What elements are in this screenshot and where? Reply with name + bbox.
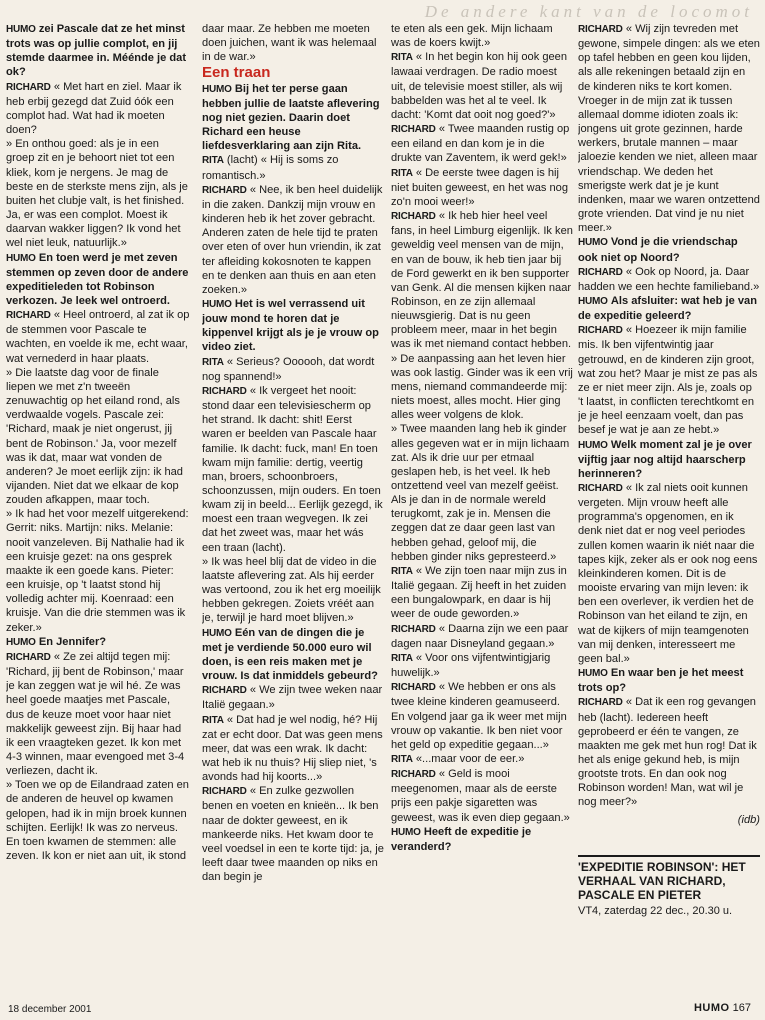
answer-text: « We zijn toen naar mijn zus in Italië gegaan. Zij heeft in het zuiden een bungalowpark, en daar is hij weer de oude geworden.» <box>391 564 567 621</box>
box-divider <box>578 855 760 857</box>
paragraph <box>202 153 385 182</box>
answer-text: (lacht) « Hij is soms zo romantisch.» <box>202 154 339 182</box>
question-text: Heeft de expeditie je veranderd? <box>391 825 532 853</box>
paragraph <box>391 122 573 165</box>
speaker-richard: RICHARD <box>578 697 623 709</box>
signature: (idb) <box>737 813 760 826</box>
speaker-richard: RICHARD <box>391 124 436 136</box>
paragraph <box>202 82 385 154</box>
paragraph <box>202 297 385 355</box>
question-text: En Jennifer? <box>38 635 107 648</box>
answer-text: « Dat ik een rog gevangen heb (lacht). Iedereen heeft geprobeerd er één te vangen, ze maakten me gek met hun rog! Dat ik het als enige gekund heb, is mijn grootste trots. En dan ook nog Robinson worden! Man, wat wil je nog meer?» <box>578 696 757 809</box>
paragraph <box>202 355 385 384</box>
answer-text: daar maar. Ze hebben me moeten doen juichen, want ik was helemaal in de war.» <box>202 23 377 64</box>
paragraph <box>6 778 190 863</box>
question-text: Als afsluiter: wat heb je van de expeditie geleerd? <box>578 294 757 323</box>
paragraph <box>578 438 760 481</box>
paragraph <box>391 651 573 680</box>
answer-text: « Heel ontroerd, al zat ik op de stemmen voor Pascale te wachten, en voelde ik me, echt waar, wat vernederd in haar plaats. <box>6 309 190 365</box>
answer-text: » Ik had het voor mezelf uitgerekend: Gerrit: niks. Martijn: niks. Melanie: nooit vanzeleven. Bij Nathalie had ik een kruisje gezet: na ons gesprek maakte ik een goede kans. Pieter: een kruisje, op 't laatst stond hij volledig achter mij. Koenraad: een kruisje. Van die drie stemmen was ik zeker.» <box>6 508 189 634</box>
speaker-richard: RICHARD <box>202 685 247 697</box>
speaker-rita: RITA <box>202 155 224 167</box>
question-text: Het is wel verrassend uit jouw mond te horen dat je kippenvel krijgt als je je vrouw op video ziet. <box>202 297 379 354</box>
speaker-rita: RITA <box>391 52 413 64</box>
paragraph <box>391 422 573 564</box>
speaker-humo: HUMO <box>6 252 36 264</box>
speaker-humo: HUMO <box>578 668 608 680</box>
question-text: Eén van de dingen die je met je verdiende 50.000 euro wil doen, is een reis maken met je vrouw. Is dat inmiddels gebeurd? <box>202 626 378 683</box>
paragraph <box>6 650 190 778</box>
speaker-richard: RICHARD <box>202 184 247 196</box>
answer-text: « Hoezeer ik mijn familie mis. Ik ben vijfentwintig jaar getrouwd, en de kinderen zijn groot, wat zou het? Maar je mist ze pas als ze er niet meer zijn. Als je, zoals op 't laatst, in conflicten terechtkomt en je je heel eenzaam voelt, dan pas besef je wat je aan ze hebt.» <box>578 324 758 437</box>
paragraph <box>391 22 573 50</box>
question-text: Welk moment zal je je over vijftig jaar nog altijd haarscherp herinneren? <box>578 438 752 480</box>
paragraph <box>6 507 190 634</box>
paragraph <box>202 683 385 712</box>
answer-text: » En onthou goed: als je in een groep zit en je behoort niet tot een kliek, kom je nergens. Je mag de beste en de sterkste mens zijn, als je buiten het clubje valt, is het finished. Ja, er was een complot. Moest ik daarvan wakker liggen? Ik vond het wel niet leuk, natuurlijk.» <box>6 138 188 250</box>
speaker-richard: RICHARD <box>391 623 436 635</box>
paragraph <box>202 626 385 684</box>
paragraph <box>391 680 573 752</box>
paragraph <box>6 22 190 80</box>
answer-text: » Ik was heel blij dat de video in die laatste aflevering zat. Als hij eerder was vertoond, zou ik het erg moeilijk hebben gekregen. Zoiets vréét aan je, terwijl je hard moet blijven.» <box>202 555 381 625</box>
speaker-rita: RITA <box>391 167 413 179</box>
answer-text: « De eerste twee dagen is hij niet buiten geweest, en het was nog zo'n mooi weer!» <box>391 166 569 208</box>
paragraph <box>578 265 760 294</box>
speaker-humo: HUMO <box>578 295 608 307</box>
answer-text: « En zulke gezwollen benen en voeten en knieën... Ik ben naar de dokter geweest, en ik mankeerde niks. Het kwam door te veel voedsel in een te korte tijd: ja, je leeft daar twee maanden op niks en dan begin je <box>202 785 384 884</box>
speaker-humo: HUMO <box>202 298 232 310</box>
paragraph <box>6 308 190 366</box>
answer-text: « Serieus? Oooooh, dat wordt nog spannend!» <box>202 355 375 383</box>
answer-text: « Geld is mooi meegenomen, maar als de eerste prijs een pakje sigaretten was geweest, was ik even diep gegaan.» <box>391 768 570 824</box>
speaker-richard: RICHARD <box>578 24 623 35</box>
paragraph <box>391 622 573 651</box>
speaker-humo: HUMO <box>578 439 608 451</box>
answer-text: « Ook op Noord, ja. Daar hadden we een hechte familieband.» <box>578 265 760 293</box>
speaker-richard: RICHARD <box>578 483 623 494</box>
speaker-richard: RICHARD <box>6 651 51 663</box>
answer-text: « Ik vergeet het nooit: stond daar een televisiescherm op het strand. Ik dacht: shit! Eerst waren er beelden van Pascale haar familie. Ik dacht: fuck, man! En toen kwam mijn familie: dertig, veertig man, broers, schoonbroers, schoonzussen, mijn ouders. En toen kwam zij in beeld... Eerlijk gezegd, ik moest een traan wegvegen. Ik zei dat het zweet was, maar het wás een traan (lacht). <box>202 384 383 554</box>
speaker-richard: RICHARD <box>202 385 247 397</box>
masthead <box>0 0 765 24</box>
speaker-humo: HUMO <box>391 826 421 838</box>
paragraph <box>6 137 190 250</box>
column-4 <box>578 22 760 982</box>
paragraph <box>578 695 760 809</box>
answer-text: « Ik heb hier heel veel fans, in heel Limburg eigenlijk. Ik ken geweldig veel mensen van de mijn, en van de bouw, ik heb tien jaar bij de Ford gewerkt en ik ben supporter van Genk. Al die mensen kijken naar Robinson, en ze zijn allemaal nieuwsgierig. Dat is nu geen probleem meer, maar in het begin was ik met niemand contact hebben. <box>391 210 573 351</box>
paragraph <box>6 251 190 309</box>
answer-text: « Twee maanden rustig op een eiland en dan kom je in die drukte van Zaventem, ik werd gek!» <box>391 123 570 165</box>
speaker-rita: RITA <box>391 652 413 664</box>
speaker-richard: RICHARD <box>391 211 436 223</box>
box-subtitle: VT4, zaterdag 22 dec., 20.30 u. <box>578 904 733 917</box>
speaker-humo: HUMO <box>202 627 232 639</box>
paragraph <box>391 209 573 352</box>
speaker-humo: HUMO <box>6 24 36 35</box>
answer-text: « Nee, ik ben heel duidelijk in die zaken. Dankzij mijn vrouw en kinderen heb ik het zover gebracht. Anderen zaten de hele tijd te praten over eten of over hun vriendin, ik zat ter afleiding kokosnoten te kappen en te denken aan thuis en aan eten zoeken.» <box>202 183 383 296</box>
question-text: En toen werd je met zeven stemmen op zeven door de andere expeditieleden tot Robinson verkozen. Je leek wel ontroerd. <box>6 251 189 307</box>
answer-text: «...maar voor de eer.» <box>415 752 525 765</box>
speaker-humo: HUMO <box>578 237 608 249</box>
answer-text: « Wij zijn tevreden met gewone, simpele dingen: als we eten op tafel hebben en geen kou lijden, als alle rekeningen betaald zijn en de kinderen niks te kort komen. Vroeger in de mijn zat ik tussen allemaal domme idioten zoals ik: jongens uit grote gezinnen, harde werkers, brutale mannen – maar jaloezie kenden we niet, alleen maar vriendschap. We deden het smerigste werk dat je je kunt indenken, maar we waren ontzettend grote vrienden. Dat vind je nu niet meer.» <box>578 23 760 235</box>
speaker-richard: RICHARD <box>6 310 51 322</box>
answer-text: » Twee maanden lang heb ik ginder alles gegeven wat er in mijn lichaam zat. Als ik drie uur per etmaal geslapen heb, is het veel. Ik heb ontzettend veel van mezelf geëist. Als je dan in de normale wereld terugkomt, zak je in. Mensen die zeggen dat ze daar geen last van hebben gehad, geloof mij, die hebben ginder niks gepresteerd.» <box>391 423 570 563</box>
paragraph <box>578 294 760 323</box>
paragraph <box>578 666 760 695</box>
answer-text: « Ze zei altijd tegen mij: 'Richard, jij bent de Robinson,' maar je kan zeggen wat je wil hé. Ze was heel goede maatjes met Pascale, dus de keuze moet voor haar niet makkelijk geweest zijn. Bij haar had ik een vraagteken gezet. Ik kon met 4-3 winnen, maar evengoed met 3-4 verliezen, dacht ik. <box>6 650 185 778</box>
question-text: En waar ben je het meest trots op? <box>578 667 744 695</box>
section-heading: Een traan <box>202 64 271 82</box>
paragraph <box>6 635 190 650</box>
speaker-humo: HUMO <box>6 636 36 648</box>
paragraph <box>578 235 760 264</box>
paragraph <box>202 22 385 64</box>
speaker-richard: RICHARD <box>391 682 436 694</box>
paragraph <box>391 50 573 122</box>
speaker-richard: RICHARD <box>578 325 623 337</box>
answer-text: » Toen we op de Eilandraad zaten en de anderen de heuvel op kwamen gelopen, had ik in mijn broek kunnen schijten. Eerlijk! Ik was zo nerveus. En toen kwamen de stemmen: alle zeven. Ik kon er niet aan uit, ik stond <box>6 779 189 863</box>
answer-text: « Voor ons vijfentwintigjarig huwelijk.» <box>391 651 551 680</box>
paragraph <box>202 784 385 884</box>
paragraph <box>6 366 190 508</box>
paragraph <box>578 22 760 235</box>
speaker-rita: RITA <box>202 356 224 368</box>
question-text: zei Pascale dat ze het minst trots was op jullie complot, en jij stemde daarmee in. Méénde je dat ok? <box>6 23 187 79</box>
answer-text: te eten als een gek. Mijn lichaam was de koers kwijt.» <box>391 23 553 50</box>
footer-page-number: 167 <box>732 1002 751 1014</box>
footer-page <box>694 1002 751 1014</box>
paragraph <box>391 352 573 423</box>
answer-text: « Ik zal niets ooit kunnen vergeten. Mijn vrouw heeft alle programma's opgenomen, en ik denk niet dat er nog veel periodes zullen komen waarin ik niét naar die tapes kijk, zeker als er ook nog eens kleinkinderen komen. Dit is de mooiste ervaring van mijn leven: ik ben een overlever, ik verdien het de Robinson van het eiland te zijn, en wat de kijkers of mijn teamgenoten van mij denken, interesseert me geen bal.» <box>578 482 758 665</box>
masthead-text: De andere kant van de locomot <box>424 2 753 21</box>
answer-text: » Die laatste dag voor de finale liepen we met z'n tweeën zenuwachtig op het eiland rond, als verdwaalde vogels. Pascale zei: 'Richard, maak je niet ongerust, jij bent de Robinson.' Ja, voor mezelf was ik dat, maar wat vonden de anderen? Je moet eerlijk zijn: ik had vijanden. Niet dat we elkaar de kop zouden afkappen, maar toch. <box>6 366 183 507</box>
paragraph <box>391 166 573 209</box>
speaker-richard: RICHARD <box>391 769 436 781</box>
answer-text: « Dat had je wel nodig, hé? Hij zat er echt door. Dat was geen mens meer, dat was een wrak. Ik dacht: wat heb ik nu thuis? Hij sliep niet, 's avonds had hij koorts...» <box>202 713 383 784</box>
column-3 <box>391 22 573 982</box>
footer-date: 18 december 2001 <box>8 1004 92 1015</box>
paragraph <box>6 80 190 138</box>
answer-text: « Met hart en ziel. Maar ik heb erbij gezegd dat Zuid óók een complot had. Wat had ik moeten doen? <box>6 80 182 137</box>
question-text: Bij het ter perse gaan hebben jullie de laatste aflevering nog niet gezien. Daarin doet Richard een heuse liefdesverklaring aan zijn Rita. <box>202 82 380 153</box>
paragraph <box>391 825 573 854</box>
paragraph <box>578 323 760 437</box>
answer-text: « We hebben er ons als twee kleine kinderen geamuseerd. En volgend jaar ga ik weer met mijn vrouw op vakantie. Ik ben niet voor het geld op expeditie gegaan...» <box>391 681 567 751</box>
paragraph <box>202 555 385 626</box>
paragraph <box>202 183 385 297</box>
footer-magazine: HUMO <box>693 1002 730 1014</box>
answer-text: » De aanpassing aan het leven hier was ook lastig. Ginder was ik een vrij mens, niemand commandeerde mij: niets moest, alles mocht. Hier ging alles weer volgens de klok. <box>391 352 573 422</box>
speaker-humo: HUMO <box>202 83 232 95</box>
answer-text: « Daarna zijn we een paar dagen naar Disneyland gegaan.» <box>391 622 569 650</box>
speaker-rita: RITA <box>202 714 224 726</box>
speaker-rita: RITA <box>391 565 413 577</box>
column-2 <box>202 22 385 982</box>
box-title: 'EXPEDITIE ROBINSON': HET VERHAAL VAN RICHARD, PASCALE EN PIETER <box>578 859 746 902</box>
question-text: Vond je die vriendschap ook niet op Noord? <box>578 236 738 264</box>
paragraph <box>202 384 385 555</box>
column-1 <box>6 22 190 982</box>
speaker-richard: RICHARD <box>6 81 51 93</box>
paragraph <box>202 713 385 785</box>
paragraph <box>391 767 573 825</box>
paragraph <box>578 481 760 666</box>
paragraph <box>391 752 573 767</box>
speaker-richard: RICHARD <box>578 266 623 278</box>
answer-text: « In het begin kon hij ook geen lawaai verdragen. De radio moest uit, de televisie moest stiller, als wij babbelden was het al te veel. Ik dacht: 'Komt dat ooit nog goed?'» <box>391 51 568 121</box>
speaker-richard: RICHARD <box>202 786 247 798</box>
speaker-rita: RITA <box>391 753 413 765</box>
answer-text: « We zijn twee weken naar Italië gegaan.» <box>202 684 383 712</box>
paragraph <box>391 564 573 622</box>
